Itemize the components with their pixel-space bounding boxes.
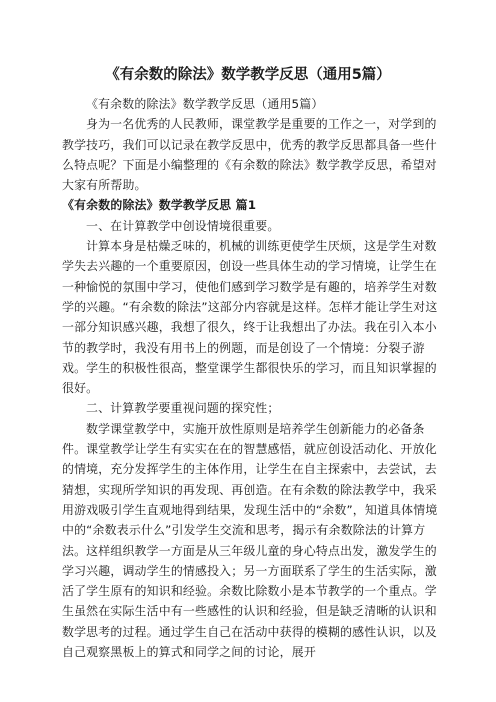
section-paragraph: 数学课堂教学中，实施开放性原则是培养学生创新能力的必备条件。课堂教学让学生有实实在在的智慧感悟，就应创设活动化、开放化的情境，充分发挥学生的主体作用，让学生在自主探索中，去尝试，去猜想，实现所学知识的再发现、再创造。在有余数的除法教学中，我采用游戏吸引学生直观地得到结果，发现生活中的“余数”，知道具体情境中的“余数表示什么”引发学生交流和思考，揭示有余数除法的计算方法。这样组织教学一方面是从三年级儿童的身心特点出发，激发学生的学习兴趣，调动学生的情感投入；另一方面联系了学生的生活实际，激活了学生原有的知识和经验。余数比除数小是本节教学的一个重点。学生虽然在实际生活中有一些感性的认识和经验，但是缺乏清晰的认识和数学思考的过程。通过学生自己在活动中获得的模糊的感性认识，以及自己观察黑板上的算式和同学之间的讨论，展开 (62, 421, 438, 660)
section-paragraph: 二、计算教学要重视问题的探究性； (86, 401, 280, 416)
intro-paragraph: 身为一名优秀的人民教师，课堂教学是重要的工作之一，对学到的教学技巧，我们可以记录在教学反思中，优秀的教学反思都具备一些什么特点呢？下面是小编整理的《有余数的除法》数学教学反思，希望对大家有所帮助。 (62, 117, 437, 193)
section-paragraph: 一、在计算教学中创设情境很重要。 (86, 218, 280, 233)
section-heading: 《有余数的除法》数学教学反思 篇1 (62, 198, 257, 213)
section-paragraph: 计算本身是枯燥乏味的，机械的训练更使学生厌烦，这是学生对数学失去兴趣的一个重要原因，创设一些具体生动的学习情境，让学生在一种愉悦的氛围中学习，使他们感到学习数学是有趣的，培养学生对数学的兴趣。“有余数的除法”这部分内容就是这样。怎样才能让学生对这一部分知识感兴趣，我想了很久，终于让我想出了办法。我在引入本小节的教学时，我没有用书上的例题，而是创设了一个情境：分裂子游戏。学生的积极性很高，整堂课学生都很快乐的学习，而且知识掌握的很好。 (62, 239, 438, 396)
intro-paragraph: 《有余数的除法》数学教学反思（通用5篇） (86, 97, 324, 111)
document-body (62, 94, 442, 662)
document-title: 《有余数的除法》数学教学反思（通用5篇） (105, 67, 391, 83)
